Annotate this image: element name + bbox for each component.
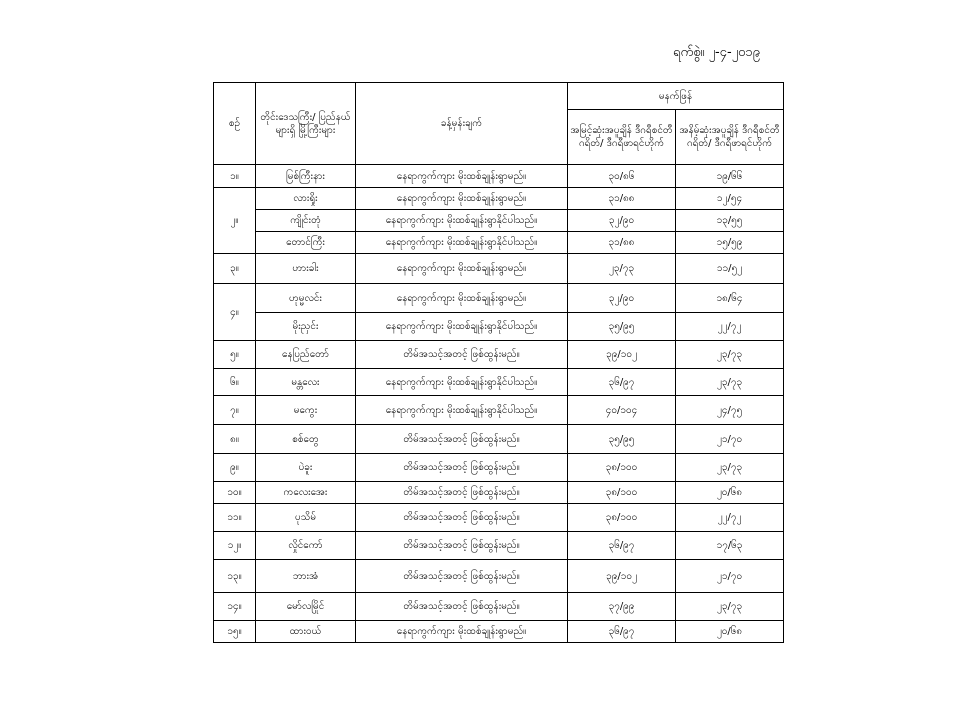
forecast-text: တိမ်အသင့်အတင့် ဖြစ်ထွန်းမည်။ bbox=[356, 454, 568, 482]
city-name: မကွေး bbox=[256, 396, 356, 425]
table-row bbox=[214, 532, 784, 560]
city-name: ပုသိမ် bbox=[256, 504, 356, 532]
forecast-text: နေရာကွက်ကျား မိုးထစ်ချုန်းရွာနိုင်ပါသည်။ bbox=[356, 396, 568, 425]
row-number: ၃။ bbox=[214, 254, 256, 284]
row-number: ၁၁။ bbox=[214, 504, 256, 532]
city-name: မြစ်ကြီးနား bbox=[256, 165, 356, 188]
city-name: မန္တလေး bbox=[256, 369, 356, 396]
min-temp: ၁၁/၅၂ bbox=[676, 254, 784, 284]
forecast-text: တိမ်အသင့်အတင့် ဖြစ်ထွန်းမည်။ bbox=[356, 560, 568, 593]
forecast-text: နေရာကွက်ကျား မိုးထစ်ချုန်းရွာမည်။ bbox=[356, 188, 568, 210]
max-temp: ၃၇/၉၉ bbox=[568, 593, 676, 621]
row-number: ၂။ bbox=[214, 188, 256, 254]
min-temp: ၂၃/၇၃ bbox=[676, 454, 784, 482]
forecast-text: နေရာကွက်ကျား မိုးထစ်ချုန်းရွာနိုင်ပါသည်။ bbox=[356, 210, 568, 232]
max-temp: ၃၀/၈၆ bbox=[568, 165, 676, 188]
header-min-temp: အနိမ့်ဆုံးအပူချိန် ဒီဂရီစင်တီဂရိတ်/ ဒီဂရီဖာရင်ဟိုက် bbox=[676, 110, 784, 165]
header-region: တိုင်းဒေသကြီး/ ပြည်နယ်များရှိ မြို့ကြီးများ bbox=[256, 83, 356, 165]
row-number: ၁၄။ bbox=[214, 593, 256, 621]
max-temp: ၂၃/၇၃ bbox=[568, 254, 676, 284]
forecast-text: တိမ်အသင့်အတင့် ဖြစ်ထွန်းမည်။ bbox=[356, 504, 568, 532]
forecast-text: တိမ်အသင့်အတင့် ဖြစ်ထွန်းမည်။ bbox=[356, 425, 568, 454]
max-temp: ၃၆/၉၇ bbox=[568, 532, 676, 560]
max-temp: ၃၅/၉၅ bbox=[568, 313, 676, 341]
forecast-text: နေရာကွက်ကျား မိုးထစ်ချုန်းရွာနိုင်ပါသည်။ bbox=[356, 369, 568, 396]
min-temp: ၂၃/၇၃ bbox=[676, 369, 784, 396]
row-number: ၉။ bbox=[214, 454, 256, 482]
min-temp: ၂၁/၇၀ bbox=[676, 425, 784, 454]
row-number: ၆။ bbox=[214, 369, 256, 396]
city-name: ဟားခါး bbox=[256, 254, 356, 284]
row-number: ၄။ bbox=[214, 284, 256, 341]
city-name: နေပြည်တော် bbox=[256, 341, 356, 369]
row-number: ၁၂။ bbox=[214, 532, 256, 560]
header-forecast: ခန့်မှန်းချက် bbox=[356, 83, 568, 165]
table-row bbox=[214, 621, 784, 643]
forecast-text: တိမ်အသင့်အတင့် ဖြစ်ထွန်းမည်။ bbox=[356, 482, 568, 504]
table-row bbox=[214, 165, 784, 188]
weather-forecast-table bbox=[213, 82, 784, 643]
forecast-text: နေရာကွက်ကျား မိုးထစ်ချုန်းရွာနိုင်ပါသည်။ bbox=[356, 232, 568, 254]
city-name: လားရှိုး bbox=[256, 188, 356, 210]
city-name: ဘားအံ bbox=[256, 560, 356, 593]
table-row bbox=[214, 341, 784, 369]
city-name: ကျိုင်းတုံ bbox=[256, 210, 356, 232]
min-temp: ၁၃/၅၅ bbox=[676, 210, 784, 232]
max-temp: ၃၆/၉၇ bbox=[568, 369, 676, 396]
min-temp: ၂၀/၆၈ bbox=[676, 482, 784, 504]
min-temp: ၁၅/၅၉ bbox=[676, 232, 784, 254]
max-temp: ၃၅/၉၅ bbox=[568, 425, 676, 454]
city-name: ထားဝယ် bbox=[256, 621, 356, 643]
city-name: မော်လမြိုင် bbox=[256, 593, 356, 621]
max-temp: ၃၂/၉၀ bbox=[568, 284, 676, 313]
min-temp: ၁၈/၆၄ bbox=[676, 284, 784, 313]
city-name: ပဲခူး bbox=[256, 454, 356, 482]
header-tomorrow: မနက်ဖြန် bbox=[568, 83, 784, 110]
city-name: မိုးညှင်း bbox=[256, 313, 356, 341]
row-number: ၁၃။ bbox=[214, 560, 256, 593]
table-row bbox=[214, 254, 784, 284]
max-temp: ၃၉/၁၀၂ bbox=[568, 341, 676, 369]
header-no: စဉ် bbox=[214, 83, 256, 165]
max-temp: ၃၆/၉၇ bbox=[568, 621, 676, 643]
row-number: ၁၀။ bbox=[214, 482, 256, 504]
forecast-text: နေရာကွက်ကျား မိုးထစ်ချုန်းရွာမည်။ bbox=[356, 621, 568, 643]
min-temp: ၂၀/၆၈ bbox=[676, 621, 784, 643]
min-temp: ၂၃/၇၃ bbox=[676, 593, 784, 621]
table-row bbox=[214, 560, 784, 593]
row-number: ၇။ bbox=[214, 396, 256, 425]
max-temp: ၃၈/၁၀၀ bbox=[568, 482, 676, 504]
city-name: စစ်တွေ bbox=[256, 425, 356, 454]
row-number: ၈။ bbox=[214, 425, 256, 454]
table-row bbox=[214, 210, 784, 232]
city-name: တောင်ကြီး bbox=[256, 232, 356, 254]
table-row bbox=[214, 188, 784, 210]
table-row bbox=[214, 396, 784, 425]
forecast-text: တိမ်အသင့်အတင့် ဖြစ်ထွန်းမည်။ bbox=[356, 593, 568, 621]
table-row bbox=[214, 504, 784, 532]
min-temp: ၁၇/၆၃ bbox=[676, 532, 784, 560]
table-row bbox=[214, 454, 784, 482]
forecast-text: တိမ်အသင့်အတင့် ဖြစ်ထွန်းမည်။ bbox=[356, 532, 568, 560]
min-temp: ၂၄/၇၅ bbox=[676, 396, 784, 425]
report-date: ရက်စွဲ။ ၂-၄-၂၀၁၉ bbox=[673, 45, 760, 60]
row-number: ၁၅။ bbox=[214, 621, 256, 643]
forecast-text: နေရာကွက်ကျား မိုးထစ်ချုန်းရွာနိုင်ပါသည်။ bbox=[356, 313, 568, 341]
city-name: ဟုမ္မလင်း bbox=[256, 284, 356, 313]
header-max-temp: အမြင့်ဆုံးအပူချိန် ဒီဂရီစင်တီဂရိတ်/ ဒီဂရီဖာရင်ဟိုက် bbox=[568, 110, 676, 165]
table-row bbox=[214, 482, 784, 504]
row-number: ၁။ bbox=[214, 165, 256, 188]
min-temp: ၁၂/၅၄ bbox=[676, 188, 784, 210]
city-name: လှိုင်ကော် bbox=[256, 532, 356, 560]
max-temp: ၃၈/၁၀၀ bbox=[568, 504, 676, 532]
min-temp: ၂၂/၇၂ bbox=[676, 504, 784, 532]
min-temp: ၁၉/၆၆ bbox=[676, 165, 784, 188]
table-row bbox=[214, 593, 784, 621]
min-temp: ၂၁/၇၀ bbox=[676, 560, 784, 593]
table-row bbox=[214, 425, 784, 454]
table-row bbox=[214, 369, 784, 396]
table-row bbox=[214, 284, 784, 313]
max-temp: ၃၁/၈၈ bbox=[568, 232, 676, 254]
max-temp: ၃၁/၈၈ bbox=[568, 188, 676, 210]
forecast-text: နေရာကွက်ကျား မိုးထစ်ချုန်းရွာမည်။ bbox=[356, 165, 568, 188]
max-temp: ၄၀/၁၀၄ bbox=[568, 396, 676, 425]
forecast-text: နေရာကွက်ကျား မိုးထစ်ချုန်းရွာမည်။ bbox=[356, 254, 568, 284]
row-number: ၅။ bbox=[214, 341, 256, 369]
table-row bbox=[214, 232, 784, 254]
max-temp: ၃၈/၁၀၀ bbox=[568, 454, 676, 482]
max-temp: ၃၂/၉၀ bbox=[568, 210, 676, 232]
min-temp: ၂၃/၇၃ bbox=[676, 341, 784, 369]
max-temp: ၃၉/၁၀၂ bbox=[568, 560, 676, 593]
table-row bbox=[214, 313, 784, 341]
forecast-text: နေရာကွက်ကျား မိုးထစ်ချုန်းရွာမည်။ bbox=[356, 284, 568, 313]
forecast-text: တိမ်အသင့်အတင့် ဖြစ်ထွန်းမည်။ bbox=[356, 341, 568, 369]
min-temp: ၂၂/၇၂ bbox=[676, 313, 784, 341]
city-name: ကလေးအေး bbox=[256, 482, 356, 504]
